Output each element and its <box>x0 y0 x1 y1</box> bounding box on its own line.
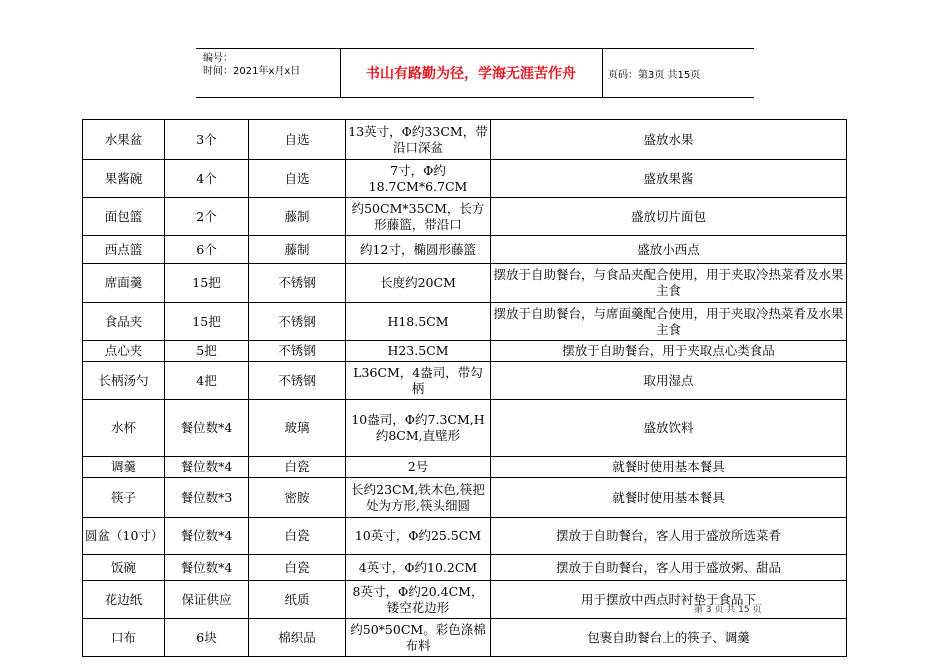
item-name: 长柄汤勺 <box>83 362 165 400</box>
item-spec: 4英寸，Φ约10.2CM <box>346 555 491 581</box>
item-quantity: 4把 <box>165 362 249 400</box>
item-use: 包裹自助餐台上的筷子、调羹 <box>491 619 847 657</box>
item-name: 点心夹 <box>83 341 165 362</box>
item-spec: L36CM，4盎司，带勾柄 <box>346 362 491 400</box>
item-quantity: 5把 <box>165 341 249 362</box>
item-name: 西点篮 <box>83 236 165 264</box>
item-spec: 长约23CM,铁木色,筷把处为方形,筷头细圆 <box>346 478 491 518</box>
item-name: 水果盆 <box>83 120 165 160</box>
item-material: 玻璃 <box>249 400 346 457</box>
item-material: 不锈钢 <box>249 303 346 341</box>
item-quantity: 餐位数*4 <box>165 400 249 457</box>
item-name: 调羹 <box>83 457 165 478</box>
item-material: 纸质 <box>249 581 346 619</box>
table-row <box>83 518 847 555</box>
item-use: 盛放果酱 <box>491 160 847 198</box>
item-material: 白瓷 <box>249 555 346 581</box>
table-row <box>83 160 847 198</box>
item-use: 取用湿点 <box>491 362 847 400</box>
item-use: 盛放饮料 <box>491 400 847 457</box>
table-row <box>83 198 847 236</box>
item-name: 水杯 <box>83 400 165 457</box>
item-spec: 约50*50CM。彩色涤棉布料 <box>346 619 491 657</box>
item-quantity: 6块 <box>165 619 249 657</box>
page-header <box>196 48 754 98</box>
table-row <box>83 619 847 657</box>
item-spec: 7寸，Φ约18.7CM*6.7CM <box>346 160 491 198</box>
item-use: 摆放于自助餐台，客人用于盛放所选菜肴 <box>491 518 847 555</box>
item-quantity: 餐位数*4 <box>165 555 249 581</box>
document-number: 编号： <box>203 53 233 64</box>
item-use: 盛放小西点 <box>491 236 847 264</box>
item-use: 摆放于自助餐台，与席面羹配合使用，用于夹取冷热菜肴及水果主食 <box>491 303 847 341</box>
item-use: 盛放切片面包 <box>491 198 847 236</box>
item-quantity: 4个 <box>165 160 249 198</box>
item-material: 白瓷 <box>249 518 346 555</box>
item-spec: 13英寸，Φ约33CM，带沿口深盆 <box>346 120 491 160</box>
page-footer-number: 第 3 页 共 15 页 <box>694 605 762 615</box>
item-use: 就餐时使用基本餐具 <box>491 457 847 478</box>
document-date: 时间：2021年x月x日 <box>203 66 301 77</box>
equipment-table <box>82 119 847 657</box>
item-spec: 约50CM*35CM，长方形藤篮，带沿口 <box>346 198 491 236</box>
item-spec: H18.5CM <box>346 303 491 341</box>
item-name: 果酱碗 <box>83 160 165 198</box>
item-material: 自选 <box>249 120 346 160</box>
table-row <box>83 362 847 400</box>
item-material: 棉织品 <box>249 619 346 657</box>
page-number: 页码：第3页 共15页 <box>608 69 701 81</box>
item-name: 筷子 <box>83 478 165 518</box>
item-use: 盛放水果 <box>491 120 847 160</box>
item-name: 饭碗 <box>83 555 165 581</box>
item-use: 用于摆放中西点时衬垫于食品下 <box>491 581 847 619</box>
item-material: 不锈钢 <box>249 341 346 362</box>
header-divider-2 <box>602 49 603 97</box>
item-material: 藤制 <box>249 236 346 264</box>
item-use: 摆放于自助餐台，与食品夹配合使用，用于夹取冷热菜肴及水果主食 <box>491 264 847 303</box>
item-quantity: 餐位数*4 <box>165 518 249 555</box>
item-name: 食品夹 <box>83 303 165 341</box>
item-quantity: 保证供应 <box>165 581 249 619</box>
table-row <box>83 478 847 518</box>
item-quantity: 15把 <box>165 264 249 303</box>
table-row <box>83 555 847 581</box>
header-motto: 书山有路勤为径，学海无涯苦作舟 <box>366 66 576 82</box>
item-spec: H23.5CM <box>346 341 491 362</box>
table-row <box>83 341 847 362</box>
item-name: 圆盆（10寸） <box>83 518 165 555</box>
item-name: 花边纸 <box>83 581 165 619</box>
item-material: 不锈钢 <box>249 362 346 400</box>
item-quantity: 餐位数*3 <box>165 478 249 518</box>
item-spec: 约12寸，椭圆形藤篮 <box>346 236 491 264</box>
item-quantity: 3个 <box>165 120 249 160</box>
table-row <box>83 400 847 457</box>
item-use: 摆放于自助餐台，用于夹取点心类食品 <box>491 341 847 362</box>
item-quantity: 15把 <box>165 303 249 341</box>
item-use: 就餐时使用基本餐具 <box>491 478 847 518</box>
item-spec: 长度约20CM <box>346 264 491 303</box>
item-spec: 10英寸，Φ约25.5CM <box>346 518 491 555</box>
item-use: 摆放于自助餐台，客人用于盛放粥、甜品 <box>491 555 847 581</box>
header-meta <box>203 52 341 78</box>
table-row <box>83 303 847 341</box>
item-material: 自选 <box>249 160 346 198</box>
item-material: 白瓷 <box>249 457 346 478</box>
item-quantity: 2个 <box>165 198 249 236</box>
table-row <box>83 264 847 303</box>
item-material: 密胺 <box>249 478 346 518</box>
item-quantity: 6个 <box>165 236 249 264</box>
item-spec: 8英寸，Φ约20.4CM，镂空花边形 <box>346 581 491 619</box>
item-spec: 10盎司，Φ约7.3CM,H约8CM,直壁形 <box>346 400 491 457</box>
item-material: 不锈钢 <box>249 264 346 303</box>
table-row <box>83 236 847 264</box>
table-row <box>83 120 847 160</box>
item-name: 面包篮 <box>83 198 165 236</box>
item-spec: 2号 <box>346 457 491 478</box>
item-material: 藤制 <box>249 198 346 236</box>
table-row <box>83 457 847 478</box>
item-name: 口布 <box>83 619 165 657</box>
item-name: 席面羹 <box>83 264 165 303</box>
item-quantity: 餐位数*4 <box>165 457 249 478</box>
